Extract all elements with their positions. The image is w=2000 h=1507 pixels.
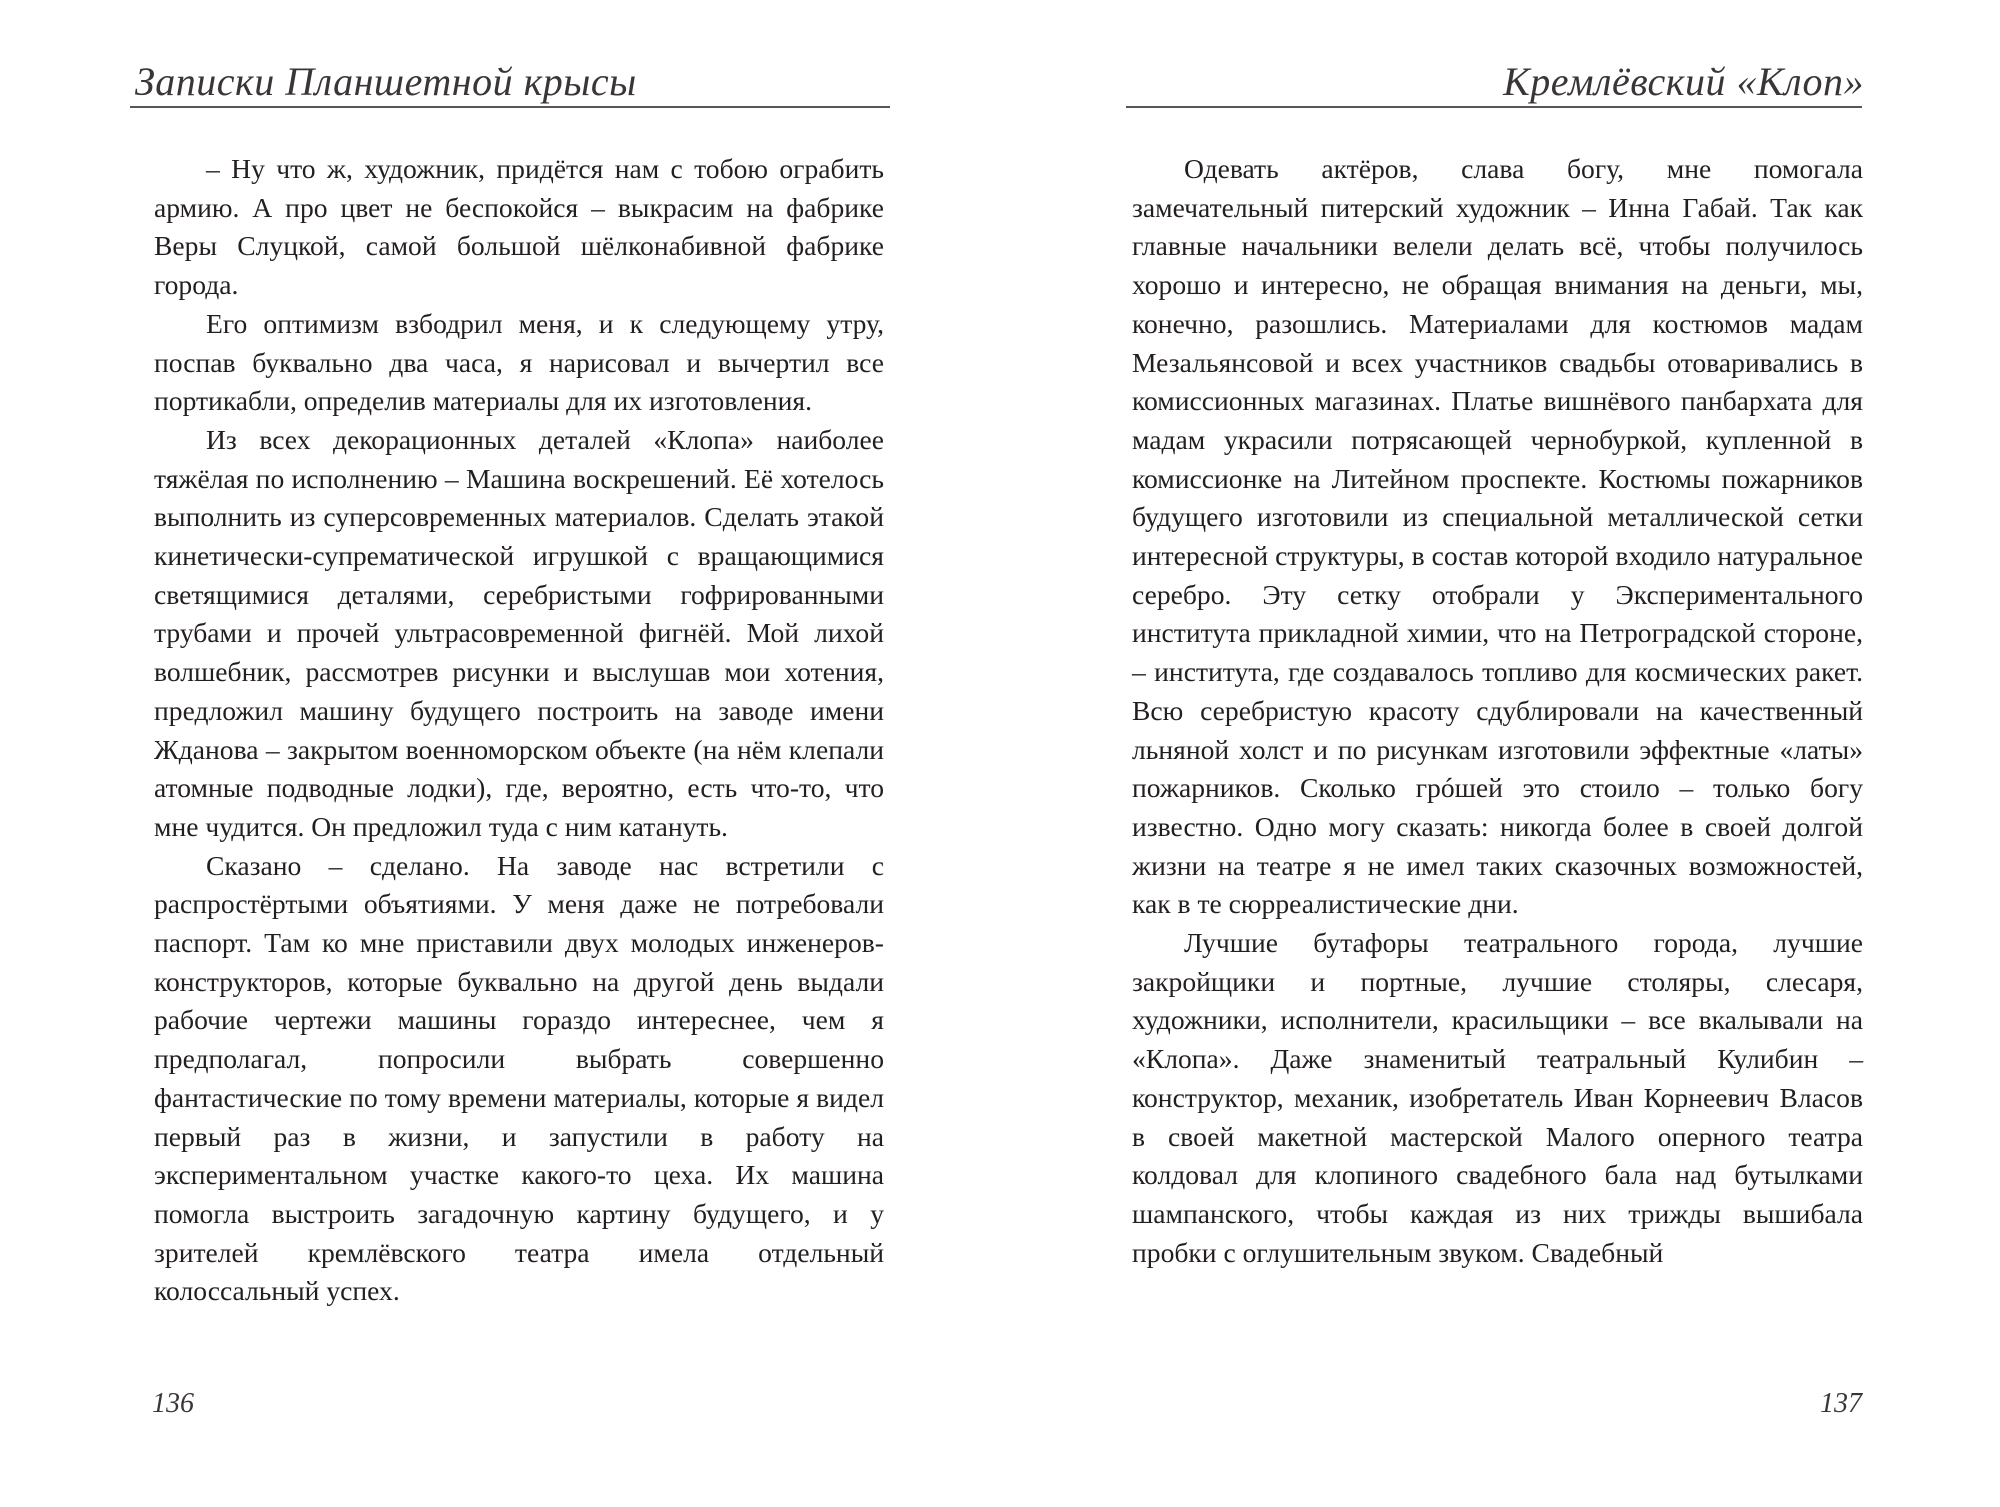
body-text: [154, 150, 884, 1311]
body-text: [1132, 150, 1863, 1272]
paragraph: Из всех декорационных деталей «Клопа» наиболее тяжёлая по исполнению – Машина воскрешений. Её хотелось выполнить из суперсовременных материалов. Сделать этакой кинетически-супрематической игрушкой с вращающимися светящимися деталями, серебристыми гофрированными трубами и прочей ультрасовременной фигнёй. Мой лихой волшебник, рассмотрев рисунки и выслушав мои хотения, предложил машину будущего построить на заводе имени Жданова – закрытом военноморском объекте (на нём клепали атомные подводные лодки), где, вероятно, есть что-то, что мне чудится. Он предложил туда с ним катануть.: [154, 423, 884, 842]
paragraph: – Ну что ж, художник, придётся нам с тобою ограбить армию. А про цвет не беспокойся – выкрасим на фабрике Веры Слуцкой, самой большой шёлконабивной фабрике города.: [154, 153, 884, 301]
paragraph: Сказано – сделано. На заводе нас встретили с распростёртыми объятиями. У меня даже не потребовали паспорт. Там ко мне приставили двух молодых инженеров-конструкторов, которые буквально на другой день выдали рабочие чертежи машины гораздо интереснее, чем я предполагал, попросили выбрать совершенно фантастические по тому времени материалы, которые я видел первый раз в жизни, и запустили в работу на экспериментальном участке какого-то цеха. Их машина помогла выстроить загадочную картину будущего, и у зрителей кремлёвского театра имела отдельный колоссальный успех.: [154, 849, 884, 1307]
paragraph: Лучшие бутафоры театрального города, лучшие закройщики и портные, лучшие столяры, слесаря, художники, исполнители, красильщики – все вкалывали на «Клопа». Даже знаменитый театральный Кулибин – конструктор, механик, изобретатель Иван Корнеевич Власов в своей макетной мастерской Малого оперного театра колдовал для клопиного свадебного бала над бутылками шампанского, чтобы каждая из них трижды вышибала пробки с оглушительным звуком. Свадебный: [1132, 927, 1863, 1268]
running-head: Записки Планшетной крысы: [135, 59, 637, 104]
right-page: [1000, 0, 2000, 1507]
page-number: 137: [1820, 1388, 1862, 1419]
header-rule: [1126, 106, 1862, 108]
paragraph: Одевать актёров, слава богу, мне помогала замечательный питерский художник – Инна Габай. Так как главные начальники велели делать всё, чтобы получилось хорошо и интересно, не обращая внимания на деньги, мы, конечно, разошлись. Материалами для костюмов мадам Мезальянсовой и всех участников свадьбы отоваривались в комиссионных магазинах. Платье вишнёвого панбархата для мадам украсили потрясающей чернобуркой, купленной в комиссионке на Литейном проспекте. Костюмы пожарников будущего изготовили из специальной металлической сетки интересной структуры, в состав которой входило натуральное серебро. Эту сетку отобрали у Экспериментального института прикладной химии, что на Петроградской стороне, – института, где создавалось топливо для космических ракет. Всю серебристую красоту сдублировали на качественный льняной холст и по рисункам изготовили эффектные «латы» пожарников. Сколько грóшей это стоило – только богу известно. Одно могу сказать: никогда более в своей долгой жизни на театре я не имел таких сказочных возможностей, как в те сюрреалистические дни.: [1132, 153, 1863, 920]
header-rule: [130, 106, 890, 108]
paragraph: Его оптимизм взбодрил меня, и к следующему утру, поспав буквально два часа, я нарисовал и вычертил все портикабли, определив материалы для их изготовления.: [154, 307, 884, 417]
running-head: Кремлёвский «Клоп»: [1503, 59, 1864, 104]
page-number: 136: [152, 1388, 194, 1419]
